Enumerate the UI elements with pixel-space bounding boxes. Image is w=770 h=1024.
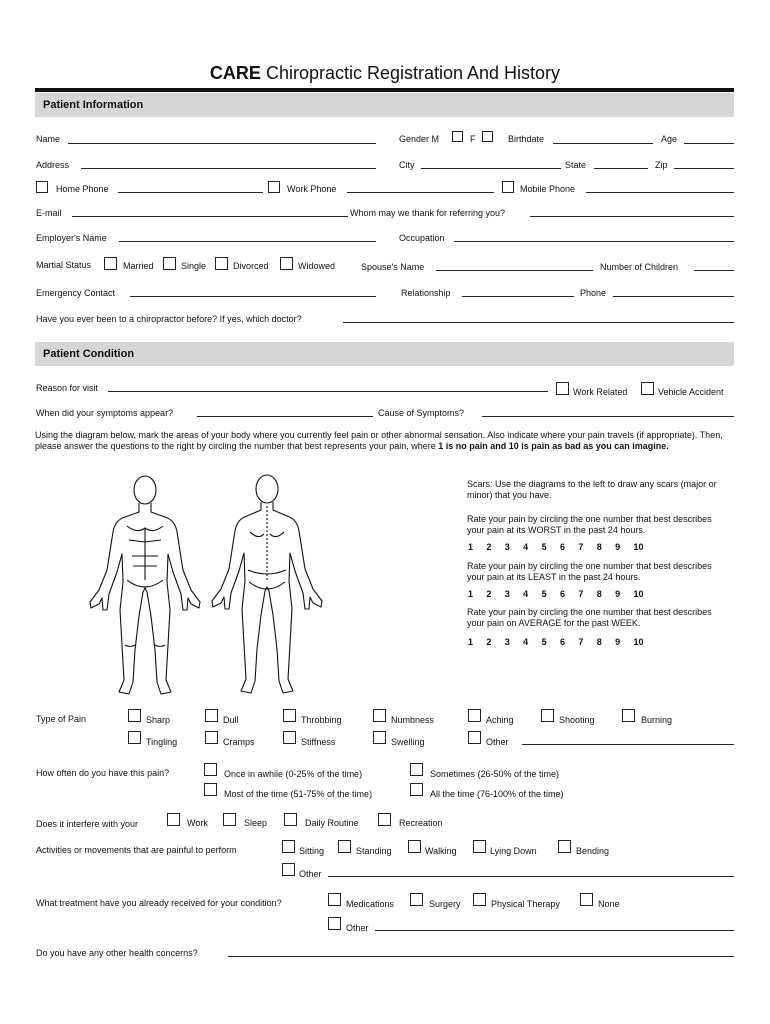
scars-text: Scars: Use the diagrams to the left to draw any scars (major or minor) that you have. xyxy=(467,479,717,500)
reason-label: Reason for visit xyxy=(36,383,99,393)
worst-scale[interactable] xyxy=(468,542,652,552)
pain-type-label: Burning xyxy=(641,715,673,725)
age-label: Age xyxy=(661,134,678,144)
interfere-label: Does it interfere with your xyxy=(36,819,139,829)
scale-number[interactable]: 5 xyxy=(541,637,547,647)
scale-number[interactable]: 1 xyxy=(468,542,474,552)
section-header-patient-information: Patient Information xyxy=(35,93,734,117)
birthdate-label: Birthdate xyxy=(508,134,545,144)
mobile-phone-label: Mobile Phone xyxy=(520,184,576,194)
divorced-checkbox[interactable] xyxy=(215,257,228,270)
employer-field[interactable] xyxy=(119,241,376,242)
pain-type-label: Stiffness xyxy=(301,737,336,747)
scale-number[interactable]: 3 xyxy=(504,637,510,647)
prev-chiropractor-field[interactable] xyxy=(343,322,734,323)
frequency-label: Most of the time (51-75% of the time) xyxy=(224,789,373,799)
treatment-option-label: None xyxy=(598,899,620,909)
pain-type-label: Swelling xyxy=(391,737,425,747)
freq-once-checkbox[interactable] xyxy=(204,763,217,776)
single-checkbox[interactable] xyxy=(163,257,176,270)
age-field[interactable] xyxy=(684,143,734,144)
home-phone-label: Home Phone xyxy=(56,184,109,194)
treatment-physical-therapy-checkbox[interactable] xyxy=(473,893,486,906)
interfere-sleep-checkbox[interactable] xyxy=(223,813,236,826)
work-phone-field[interactable] xyxy=(347,192,494,193)
treatment-option-label: Physical Therapy xyxy=(491,899,560,909)
pain-other-checkbox[interactable] xyxy=(468,731,481,744)
treatment-option-label: Other xyxy=(346,923,369,933)
zip-field[interactable] xyxy=(674,168,734,169)
scale-number[interactable]: 5 xyxy=(541,542,547,552)
gender-label: Gender M xyxy=(399,134,440,144)
emergency-contact-label: Emergency Contact xyxy=(36,288,116,298)
children-field[interactable] xyxy=(694,270,734,271)
state-label: State xyxy=(565,160,587,170)
diagram-instructions: Using the diagram below, mark the areas of your body where you currently feel pain or other abnormal sensation. Also indicate where your pain travels (if appropriate). Then, please answer the questions to the right by circling the number that best represents your pain, where 1 is no pain and 10 is pain as bad as you can imagine. xyxy=(35,430,723,451)
treatment-option-label: Surgery xyxy=(429,899,461,909)
frequency-label: Once in awhile (0-25% of the time) xyxy=(224,769,363,779)
scale-number[interactable]: 7 xyxy=(578,542,584,552)
single-label: Single xyxy=(181,261,207,271)
scale-number[interactable]: 10 xyxy=(633,542,644,552)
frequency-label: All the time (76-100% of the time) xyxy=(430,789,564,799)
pain-swelling-checkbox[interactable] xyxy=(373,731,386,744)
pain-numbness-checkbox[interactable] xyxy=(373,709,386,722)
emergency-phone-field[interactable] xyxy=(613,296,734,297)
activity-option-label: Other xyxy=(299,869,322,879)
emergency-contact-field[interactable] xyxy=(130,296,376,297)
type-of-pain-label: Type of Pain xyxy=(36,714,87,724)
scale-number[interactable]: 2 xyxy=(486,589,492,599)
spouse-name-label: Spouse's Name xyxy=(361,262,425,272)
pain-other-field[interactable] xyxy=(522,744,734,745)
title-rule xyxy=(35,88,734,92)
pain-sharp-checkbox[interactable] xyxy=(128,709,141,722)
pain-burning-checkbox[interactable] xyxy=(622,709,635,722)
activity-option-label: Bending xyxy=(576,846,610,856)
body-diagram-front[interactable] xyxy=(85,470,205,702)
pain-shooting-checkbox[interactable] xyxy=(541,709,554,722)
scale-number[interactable]: 5 xyxy=(541,589,547,599)
pain-cramps-checkbox[interactable] xyxy=(205,731,218,744)
section-header-patient-condition: Patient Condition xyxy=(35,342,734,366)
rate-least-text: Rate your pain by circling the one number that best describes your pain at its LEAST in the past 24 hours. xyxy=(467,561,712,582)
freq-all-checkbox[interactable] xyxy=(410,783,423,796)
rate-worst-text: Rate your pain by circling the one number that best describes your pain at its WORST in the past 24 hours. xyxy=(467,514,712,535)
rate-average-text: Rate your pain by circling the one number that best describes your pain on AVERAGE for the past WEEK. xyxy=(467,607,712,628)
pain-type-label: Other xyxy=(486,737,509,747)
scale-number[interactable]: 4 xyxy=(523,637,529,647)
name-label: Name xyxy=(36,134,61,144)
city-field[interactable] xyxy=(421,168,561,169)
name-field[interactable] xyxy=(68,143,376,144)
address-field[interactable] xyxy=(81,168,376,169)
prev-chiropractor-label: Have you ever been to a chiropractor before? If yes, which doctor? xyxy=(36,314,302,324)
other-health-label: Do you have any other health concerns? xyxy=(36,948,198,958)
pain-stiffness-checkbox[interactable] xyxy=(283,731,296,744)
scale-number[interactable]: 8 xyxy=(596,637,602,647)
treatment-label: What treatment have you already received for your condition? xyxy=(36,898,282,908)
treatment-other-checkbox[interactable] xyxy=(328,917,341,930)
home-phone-checkbox[interactable] xyxy=(36,181,48,193)
activities-label: Activities or movements that are painful to perform xyxy=(36,845,237,855)
scale-number[interactable]: 8 xyxy=(596,589,602,599)
scale-number[interactable]: 6 xyxy=(559,542,565,552)
state-field[interactable] xyxy=(594,168,648,169)
scale-number[interactable]: 9 xyxy=(615,589,621,599)
treatment-option-label: Medications xyxy=(346,899,395,909)
pain-type-label: Aching xyxy=(486,715,514,725)
least-scale[interactable] xyxy=(468,589,652,599)
pain-throbbing-checkbox[interactable] xyxy=(283,709,296,722)
pain-dull-checkbox[interactable] xyxy=(205,709,218,722)
scale-number[interactable]: 3 xyxy=(504,542,510,552)
phone-label: Phone xyxy=(580,288,607,298)
activity-standing-checkbox[interactable] xyxy=(338,840,351,853)
form-title: CARE Chiropractic Registration And History xyxy=(209,63,561,83)
relationship-field[interactable] xyxy=(462,296,574,297)
pain-aching-checkbox[interactable] xyxy=(468,709,481,722)
activity-sitting-checkbox[interactable] xyxy=(282,840,295,853)
interfere-option-label: Recreation xyxy=(399,818,443,828)
gender-male-checkbox[interactable] xyxy=(452,131,463,142)
treatment-surgery-checkbox[interactable] xyxy=(410,893,423,906)
scale-number[interactable]: 1 xyxy=(468,637,474,647)
pain-type-label: Numbness xyxy=(391,715,435,725)
treatment-none-checkbox[interactable] xyxy=(580,893,593,906)
activity-lying-down-checkbox[interactable] xyxy=(473,840,486,853)
married-label: Married xyxy=(123,261,154,271)
scale-number[interactable]: 9 xyxy=(615,637,621,647)
interfere-option-label: Daily Routine xyxy=(305,818,359,828)
interfere-daily-routine-checkbox[interactable] xyxy=(284,813,297,826)
home-phone-field[interactable] xyxy=(118,192,263,193)
activity-option-label: Walking xyxy=(425,846,457,856)
widowed-label: Widowed xyxy=(298,261,336,271)
pain-tingling-checkbox[interactable] xyxy=(128,731,141,744)
body-diagram-back[interactable] xyxy=(206,470,328,702)
referral-field[interactable] xyxy=(530,216,734,217)
average-scale[interactable] xyxy=(468,637,652,647)
other-health-field[interactable] xyxy=(228,956,734,957)
activity-other-checkbox[interactable] xyxy=(282,863,295,876)
work-related-label: Work Related xyxy=(573,387,628,397)
interfere-option-label: Sleep xyxy=(244,818,268,828)
activity-option-label: Lying Down xyxy=(490,846,537,856)
freq-most-checkbox[interactable] xyxy=(204,783,217,796)
employer-label: Employer's Name xyxy=(36,233,107,243)
cause-label: Cause of Symptoms? xyxy=(378,408,465,418)
treatment-other-field[interactable] xyxy=(375,930,734,931)
email-label: E-mail xyxy=(36,208,62,218)
scale-number[interactable]: 3 xyxy=(504,589,510,599)
vehicle-accident-label: Vehicle Accident xyxy=(658,387,724,397)
scale-number[interactable]: 8 xyxy=(596,542,602,552)
gender-female-label: F xyxy=(470,134,476,144)
pain-type-label: Shooting xyxy=(559,715,595,725)
work-phone-label: Work Phone xyxy=(287,184,337,194)
activity-walking-checkbox[interactable] xyxy=(408,840,421,853)
widowed-checkbox[interactable] xyxy=(280,257,293,270)
cause-field[interactable] xyxy=(482,416,734,417)
activity-option-label: Standing xyxy=(356,846,392,856)
scale-number[interactable]: 1 xyxy=(468,589,474,599)
interfere-option-label: Work xyxy=(187,818,208,828)
scale-number[interactable]: 10 xyxy=(633,637,644,647)
scale-number[interactable]: 4 xyxy=(523,589,529,599)
scale-number[interactable]: 4 xyxy=(523,542,529,552)
email-field[interactable] xyxy=(72,216,348,217)
children-label: Number of Children xyxy=(600,262,679,272)
scale-number[interactable]: 6 xyxy=(559,637,565,647)
freq-sometimes-checkbox[interactable] xyxy=(410,763,423,776)
marital-status-label: Martial Status xyxy=(36,260,92,270)
relationship-label: Relationship xyxy=(401,288,451,298)
scale-number[interactable]: 7 xyxy=(578,589,584,599)
mobile-phone-field[interactable] xyxy=(586,192,734,193)
treatment-medications-checkbox[interactable] xyxy=(328,893,341,906)
occupation-field[interactable] xyxy=(454,241,734,242)
scale-number[interactable]: 2 xyxy=(486,542,492,552)
referral-label: Whom may we thank for referring you? xyxy=(350,208,506,218)
vehicle-accident-checkbox[interactable] xyxy=(641,382,654,395)
scale-number[interactable]: 9 xyxy=(615,542,621,552)
married-checkbox[interactable] xyxy=(104,257,117,270)
scale-number[interactable]: 2 xyxy=(486,637,492,647)
symptoms-when-field[interactable] xyxy=(197,416,373,417)
birthdate-field[interactable] xyxy=(553,143,653,144)
pain-type-label: Sharp xyxy=(146,715,171,725)
city-label: City xyxy=(399,160,415,170)
divorced-label: Divorced xyxy=(233,261,269,271)
work-phone-checkbox[interactable] xyxy=(268,181,280,193)
activity-other-field[interactable] xyxy=(328,876,734,877)
work-related-checkbox[interactable] xyxy=(556,382,569,395)
interfere-work-checkbox[interactable] xyxy=(167,813,180,826)
reason-field[interactable] xyxy=(108,391,548,392)
pain-type-label: Dull xyxy=(223,715,239,725)
zip-label: Zip xyxy=(655,160,668,170)
scale-number[interactable]: 6 xyxy=(559,589,565,599)
spouse-name-field[interactable] xyxy=(436,270,593,271)
frequency-label: Sometimes (26-50% of the time) xyxy=(430,769,560,779)
pain-type-label: Tingling xyxy=(146,737,178,747)
interfere-recreation-checkbox[interactable] xyxy=(378,813,391,826)
occupation-label: Occupation xyxy=(399,233,445,243)
how-often-label: How often do you have this pain? xyxy=(36,768,170,778)
symptoms-when-label: When did your symptoms appear? xyxy=(36,408,174,418)
scale-number[interactable]: 10 xyxy=(633,589,644,599)
pain-type-label: Cramps xyxy=(223,737,255,747)
gender-female-checkbox[interactable] xyxy=(482,131,493,142)
activity-option-label: Sitting xyxy=(299,846,325,856)
address-label: Address xyxy=(36,160,70,170)
scale-number[interactable]: 7 xyxy=(578,637,584,647)
mobile-phone-checkbox[interactable] xyxy=(502,181,514,193)
activity-bending-checkbox[interactable] xyxy=(558,840,571,853)
pain-type-label: Throbbing xyxy=(301,715,342,725)
